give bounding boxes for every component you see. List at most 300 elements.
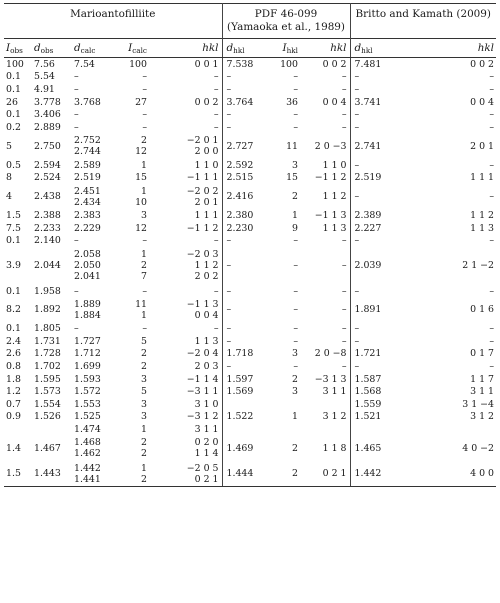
table-cell-i-hkl-pdf	[274, 285, 302, 298]
cell-value: 1.474	[74, 424, 101, 436]
cell-value: 1.559	[354, 398, 382, 410]
cell-value: 1.2	[6, 386, 21, 398]
table-cell-d-obs	[34, 209, 74, 222]
cell-value: −1 1 2	[186, 222, 219, 234]
table-cell-hkl-britto	[410, 285, 496, 298]
cell-value: –	[74, 235, 79, 247]
cell-value: 1.468	[74, 437, 101, 449]
table-cell-hkl-britto	[410, 297, 496, 322]
table-row	[4, 96, 496, 109]
cell-value: 1 1 0	[194, 159, 219, 171]
table-cell-hkl-calc	[154, 423, 222, 436]
table-cell-d-obs	[34, 322, 74, 335]
cell-value: –	[341, 361, 347, 373]
table-cell-i-hkl-pdf	[274, 121, 302, 134]
table-cell-d-obs	[34, 159, 74, 172]
table-cell-d-hkl-pdf	[222, 209, 274, 222]
table-row	[4, 461, 496, 487]
column-header-hkl-britto: hkl	[410, 39, 496, 58]
table-cell-i-hkl-pdf	[274, 461, 302, 487]
table-cell-hkl-britto	[410, 184, 496, 209]
table-cell-hkl-calc	[154, 234, 222, 247]
cell-value: –	[341, 260, 347, 272]
table-cell-d-obs	[34, 285, 74, 298]
cell-value: –	[293, 83, 298, 95]
table-cell-d-hkl-britto	[350, 222, 410, 235]
table-row	[4, 247, 496, 285]
cell-value: –	[489, 121, 494, 133]
table-row	[4, 108, 496, 121]
table-cell-i-obs	[4, 285, 34, 298]
table-cell-hkl-britto	[410, 96, 496, 109]
table-cell-d-calc	[74, 247, 116, 285]
cell-value: 1.884	[74, 309, 101, 321]
table-cell-hkl-calc	[154, 58, 222, 71]
cell-value: 2.6	[6, 348, 21, 360]
table-row	[4, 348, 496, 361]
cell-value: 26	[6, 96, 18, 108]
table-cell-i-obs	[4, 247, 34, 285]
table-cell-hkl-pdf	[302, 423, 350, 436]
table-cell-d-hkl-pdf	[222, 322, 274, 335]
cell-value: 2	[141, 348, 147, 360]
cell-value: 3.406	[34, 109, 61, 121]
cell-value: 2.041	[74, 271, 101, 283]
table-cell-hkl-britto	[410, 335, 496, 348]
cell-value: –	[489, 71, 494, 83]
table-cell-d-hkl-britto	[350, 134, 410, 159]
cell-value: –	[489, 335, 494, 347]
table-cell-d-hkl-pdf	[222, 285, 274, 298]
cell-value: 2.589	[74, 159, 101, 171]
cell-value: 3	[141, 411, 147, 423]
table-cell-hkl-pdf	[302, 398, 350, 411]
cell-value: –	[489, 235, 494, 247]
table-cell-hkl-calc	[154, 360, 222, 373]
table-cell-hkl-pdf	[302, 348, 350, 361]
table-cell-i-hkl-pdf	[274, 297, 302, 322]
cell-value: 0 0 4	[322, 96, 347, 108]
cell-value: 1.727	[74, 335, 101, 347]
table-body	[4, 58, 496, 487]
table-cell-d-hkl-britto	[350, 209, 410, 222]
table-row	[4, 83, 496, 96]
cell-value: 3	[292, 386, 298, 398]
table-cell-hkl-britto	[410, 398, 496, 411]
cell-value: –	[354, 323, 360, 335]
cell-value: –	[74, 285, 79, 297]
cell-value: 2 0 −3	[314, 140, 347, 152]
table-cell-d-calc	[74, 322, 116, 335]
cell-value: 1.721	[354, 348, 382, 360]
table-cell-hkl-britto	[410, 58, 496, 71]
table-cell-hkl-britto	[410, 171, 496, 184]
table-cell-d-hkl-pdf	[222, 121, 274, 134]
cell-value: –	[74, 121, 79, 133]
table-cell-d-hkl-pdf	[222, 159, 274, 172]
cell-value: −3 1 1	[186, 386, 219, 398]
cell-value: –	[74, 71, 79, 83]
cell-value: 1.892	[34, 304, 61, 316]
cell-value: 12	[135, 222, 147, 234]
table-cell-i-calc	[116, 58, 154, 71]
table-cell-hkl-calc	[154, 285, 222, 298]
cell-value: 2	[141, 437, 147, 449]
column-header-row	[4, 39, 496, 58]
table-cell-i-calc	[116, 96, 154, 109]
table-cell-d-hkl-britto	[350, 171, 410, 184]
table-cell-d-obs	[34, 71, 74, 84]
cell-value: –	[341, 83, 347, 95]
cell-value: –	[142, 83, 147, 95]
cell-value: –	[226, 335, 232, 347]
cell-value: –	[354, 83, 360, 95]
table-cell-hkl-pdf	[302, 436, 350, 461]
cell-value: –	[354, 235, 360, 247]
table-cell-i-calc	[116, 360, 154, 373]
cell-value: –	[354, 121, 360, 133]
table-cell-hkl-pdf	[302, 322, 350, 335]
cell-value: 1 1 3	[470, 222, 494, 234]
table-cell-i-hkl-pdf	[274, 411, 302, 424]
cell-value: 3	[292, 348, 298, 360]
cell-value: 0 0 4	[194, 309, 219, 321]
table-cell-hkl-pdf	[302, 83, 350, 96]
table-cell-hkl-pdf	[302, 159, 350, 172]
cell-value: 1.4	[6, 442, 21, 454]
table-cell-i-obs	[4, 159, 34, 172]
table-cell-hkl-calc	[154, 398, 222, 411]
cell-value: –	[213, 83, 219, 95]
cell-value: 5	[6, 140, 12, 152]
cell-value: –	[226, 304, 232, 316]
cell-value: −2 0 4	[186, 348, 219, 360]
table-cell-d-obs	[34, 373, 74, 386]
column-header-i-calc: $I_{calc}$	[116, 39, 154, 58]
table-cell-i-obs	[4, 373, 34, 386]
table-cell-d-hkl-pdf	[222, 222, 274, 235]
table-cell-hkl-pdf	[302, 171, 350, 184]
cell-value: 2.230	[226, 222, 254, 234]
cell-value: 0 2 1	[322, 468, 347, 480]
cell-value: 3	[141, 373, 147, 385]
cell-value: 3 1 1	[194, 424, 219, 436]
cell-value: 0 0 2	[322, 58, 347, 70]
cell-value: 2.227	[354, 222, 382, 234]
table-cell-i-hkl-pdf	[274, 423, 302, 436]
table-cell-hkl-pdf	[302, 335, 350, 348]
table-cell-d-obs	[34, 335, 74, 348]
table-cell-i-obs	[4, 411, 34, 424]
table-cell-i-calc	[116, 461, 154, 487]
table-cell-hkl-pdf	[302, 411, 350, 424]
cell-value: 1.521	[354, 411, 382, 423]
cell-value: 1.525	[74, 411, 101, 423]
table-cell-hkl-pdf	[302, 71, 350, 84]
table-cell-d-hkl-pdf	[222, 348, 274, 361]
cell-value: 1 1 3	[194, 335, 219, 347]
table-cell-d-obs	[34, 134, 74, 159]
cell-value: –	[341, 235, 347, 247]
cell-value: 2.050	[74, 260, 101, 272]
table-row	[4, 322, 496, 335]
table-cell-d-hkl-britto	[350, 285, 410, 298]
cell-value: 1	[141, 462, 147, 474]
cell-value: –	[354, 285, 360, 297]
table-cell-d-hkl-pdf	[222, 96, 274, 109]
cell-value: 3.764	[226, 96, 254, 108]
column-header-i-hkl-pdf: $I_{hkl}$	[274, 39, 302, 58]
cell-value: –	[354, 159, 360, 171]
table-cell-hkl-pdf	[302, 373, 350, 386]
cell-value: 1.699	[74, 361, 101, 373]
table-row	[4, 209, 496, 222]
table-cell-i-calc	[116, 184, 154, 209]
table-cell-d-calc	[74, 436, 116, 461]
table-cell-hkl-calc	[154, 134, 222, 159]
table-cell-d-hkl-pdf	[222, 134, 274, 159]
cell-value: 15	[286, 172, 298, 184]
table-cell-hkl-britto	[410, 121, 496, 134]
table-cell-d-hkl-britto	[350, 96, 410, 109]
cell-value: 5.54	[34, 71, 55, 83]
group-header-britto-kamath: Britto and Kamath (2009)	[350, 4, 496, 39]
table-cell-d-hkl-pdf	[222, 360, 274, 373]
table-cell-hkl-pdf	[302, 108, 350, 121]
cell-value: 1 1 2	[470, 209, 494, 221]
cell-value: 11	[135, 298, 147, 310]
cell-value: –	[341, 323, 347, 335]
cell-value: 9	[292, 222, 298, 234]
cell-value: –	[213, 285, 219, 297]
table-cell-d-calc	[74, 83, 116, 96]
table-cell-hkl-calc	[154, 322, 222, 335]
group-header-pdf: PDF 46-099 (Yamaoka et al., 1989)	[222, 4, 350, 39]
cell-value: –	[354, 109, 360, 121]
table-cell-d-hkl-pdf	[222, 398, 274, 411]
table-cell-hkl-pdf	[302, 297, 350, 322]
table-cell-i-obs	[4, 83, 34, 96]
cell-value: –	[142, 285, 147, 297]
table-row	[4, 71, 496, 84]
cell-value: 2	[141, 135, 147, 147]
cell-value: 1.441	[74, 473, 101, 485]
table-cell-hkl-pdf	[302, 360, 350, 373]
table-cell-d-hkl-pdf	[222, 335, 274, 348]
cell-value: –	[74, 83, 79, 95]
table-cell-d-hkl-britto	[350, 461, 410, 487]
table-cell-i-calc	[116, 297, 154, 322]
table-cell-i-hkl-pdf	[274, 71, 302, 84]
table-cell-i-calc	[116, 159, 154, 172]
cell-value: 1.805	[34, 323, 61, 335]
cell-value: 11	[286, 140, 298, 152]
cell-value: 1.568	[354, 386, 382, 398]
table-cell-i-obs	[4, 171, 34, 184]
cell-value: 0.5	[6, 159, 21, 171]
table-cell-d-calc	[74, 134, 116, 159]
table-cell-i-hkl-pdf	[274, 134, 302, 159]
cell-value: –	[213, 71, 219, 83]
cell-value: 2	[141, 361, 147, 373]
cell-value: −2 0 2	[186, 185, 219, 197]
table-cell-hkl-calc	[154, 385, 222, 398]
table-cell-d-obs	[34, 297, 74, 322]
cell-value: 1.554	[34, 398, 61, 410]
cell-value: 2.058	[74, 249, 101, 261]
cell-value: 3	[141, 209, 147, 221]
cell-value: 1.958	[34, 285, 61, 297]
cell-value: –	[142, 109, 147, 121]
cell-value: 3	[141, 398, 147, 410]
cell-value: –	[142, 121, 147, 133]
table-cell-d-obs	[34, 184, 74, 209]
cell-value: 1.587	[354, 373, 382, 385]
cell-value: –	[213, 109, 219, 121]
table-cell-d-calc	[74, 121, 116, 134]
table-cell-d-hkl-pdf	[222, 71, 274, 84]
table-cell-hkl-calc	[154, 209, 222, 222]
table-cell-d-hkl-pdf	[222, 234, 274, 247]
cell-value: 1 1 2	[322, 191, 347, 203]
cell-value: 2.140	[34, 235, 61, 247]
cell-value: 2 1 −2	[462, 260, 494, 272]
cell-value: 2.416	[226, 191, 254, 203]
table-cell-hkl-pdf	[302, 184, 350, 209]
cell-value: 1 1 8	[322, 442, 347, 454]
table-cell-hkl-calc	[154, 297, 222, 322]
cell-value: –	[142, 71, 147, 83]
column-header-d-hkl-britto: $d_{hkl}$	[350, 39, 410, 58]
table-cell-i-calc	[116, 234, 154, 247]
table-cell-d-hkl-britto	[350, 58, 410, 71]
cell-value: 27	[135, 96, 147, 108]
cell-value: –	[142, 235, 147, 247]
table-cell-d-obs	[34, 222, 74, 235]
cell-value: 1	[141, 309, 147, 321]
xrd-data-table	[4, 3, 496, 487]
table-cell-d-calc	[74, 297, 116, 322]
cell-value: –	[213, 323, 219, 335]
table-cell-d-obs	[34, 108, 74, 121]
cell-value: 1.573	[34, 386, 61, 398]
column-header-hkl-calc: hkl	[154, 39, 222, 58]
table-cell-d-hkl-pdf	[222, 385, 274, 398]
table-cell-i-obs	[4, 423, 34, 436]
cell-value: 4 0 −2	[462, 442, 494, 454]
cell-value: 2.519	[354, 172, 382, 184]
table-cell-d-calc	[74, 184, 116, 209]
table-cell-i-calc	[116, 222, 154, 235]
cell-value: 2 0 0	[194, 146, 219, 158]
table-cell-i-obs	[4, 209, 34, 222]
table-cell-d-calc	[74, 159, 116, 172]
table-cell-i-obs	[4, 134, 34, 159]
cell-value: 2.744	[74, 146, 101, 158]
cell-value: 2.515	[226, 172, 254, 184]
table-cell-i-hkl-pdf	[274, 96, 302, 109]
cell-value: –	[489, 361, 494, 373]
table-cell-d-obs	[34, 398, 74, 411]
cell-value: 2.594	[34, 159, 61, 171]
cell-value: –	[293, 235, 298, 247]
cell-value: 2.388	[34, 209, 61, 221]
table-cell-d-hkl-britto	[350, 322, 410, 335]
cell-value: 1.891	[354, 304, 382, 316]
cell-value: 1.728	[34, 348, 61, 360]
table-cell-hkl-pdf	[302, 285, 350, 298]
cell-value: –	[142, 323, 147, 335]
cell-value: −2 0 1	[186, 135, 219, 147]
table-cell-i-hkl-pdf	[274, 234, 302, 247]
cell-value: 2 0 −8	[314, 348, 347, 360]
table-cell-hkl-britto	[410, 209, 496, 222]
table-cell-i-hkl-pdf	[274, 209, 302, 222]
cell-value: –	[489, 159, 494, 171]
table-cell-d-calc	[74, 423, 116, 436]
cell-value: 7.5	[6, 222, 21, 234]
table-cell-d-calc	[74, 108, 116, 121]
table-cell-d-hkl-pdf	[222, 297, 274, 322]
cell-value: 2.592	[226, 159, 254, 171]
table-cell-d-calc	[74, 285, 116, 298]
cell-value: –	[354, 71, 360, 83]
table-cell-d-obs	[34, 121, 74, 134]
table-cell-i-hkl-pdf	[274, 247, 302, 285]
cell-value: 12	[135, 146, 147, 158]
table-cell-hkl-pdf	[302, 134, 350, 159]
table-row	[4, 360, 496, 373]
cell-value: 2.741	[354, 140, 382, 152]
cell-value: 1 1 3	[322, 222, 347, 234]
table-cell-d-hkl-britto	[350, 247, 410, 285]
cell-value: 1.462	[74, 448, 101, 460]
cell-value: –	[489, 109, 494, 121]
cell-value: –	[74, 109, 79, 121]
cell-value: 4 0 0	[470, 468, 494, 480]
cell-value: 7.538	[226, 58, 254, 70]
table-cell-hkl-britto	[410, 348, 496, 361]
table-cell-i-calc	[116, 247, 154, 285]
cell-value: −2 0 3	[186, 249, 219, 261]
cell-value: 0 0 1	[194, 58, 219, 70]
cell-value: –	[341, 109, 347, 121]
cell-value: 1 1 0	[322, 159, 347, 171]
cell-value: –	[213, 121, 219, 133]
cell-value: 1.572	[74, 386, 101, 398]
table-cell-i-hkl-pdf	[274, 398, 302, 411]
cell-value: –	[293, 285, 298, 297]
table-cell-i-obs	[4, 322, 34, 335]
table-cell-d-calc	[74, 360, 116, 373]
table-cell-d-hkl-britto	[350, 83, 410, 96]
cell-value: 0.1	[6, 71, 21, 83]
cell-value: –	[293, 121, 298, 133]
cell-value: 1 1 1	[194, 209, 219, 221]
table-cell-hkl-calc	[154, 83, 222, 96]
table-row	[4, 171, 496, 184]
table-cell-d-hkl-pdf	[222, 423, 274, 436]
cell-value: –	[226, 83, 232, 95]
table-cell-hkl-calc	[154, 184, 222, 209]
table-cell-d-calc	[74, 398, 116, 411]
cell-value: 100	[6, 58, 24, 70]
table-cell-hkl-calc	[154, 108, 222, 121]
cell-value: 2.044	[34, 260, 61, 272]
cell-value: 0 1 6	[470, 304, 494, 316]
cell-value: –	[341, 285, 347, 297]
table-cell-hkl-calc	[154, 159, 222, 172]
